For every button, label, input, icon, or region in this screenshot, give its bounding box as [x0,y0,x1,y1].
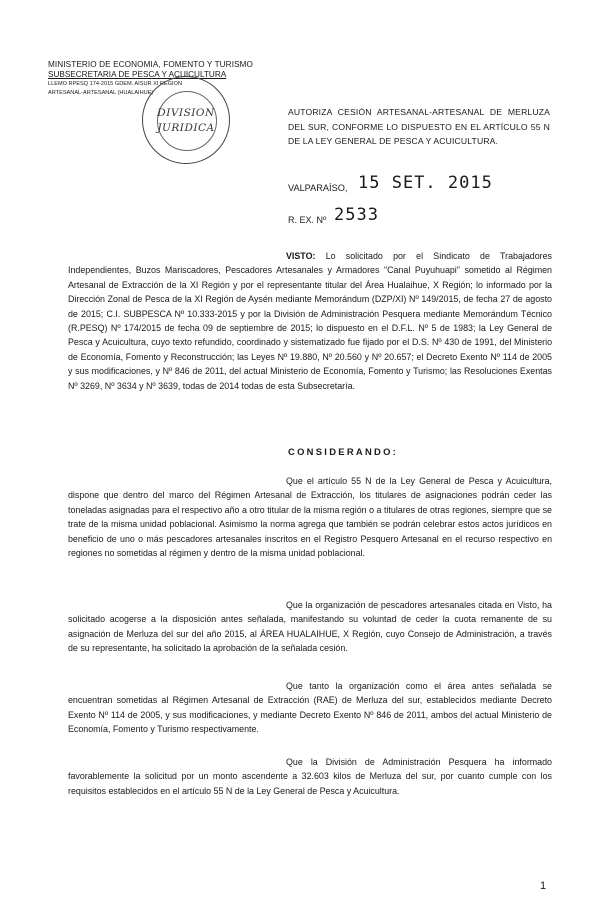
resolution-subject: AUTORIZA CESIÓN ARTESANAL-ARTESANAL DE MERLUZA DEL SUR, CONFORME LO DISPUESTO EN EL ARTÍCULO 55 N DE LA LEY GENERAL DE PESCA Y ACUICULTURA. [288,107,550,146]
considerando-paragraph-1: Que el artículo 55 N de la Ley General de Pesca y Acuicultura, dispone que dentro del marco del Régimen Artesanal de Extracción, los titulares de asignaciones podrán ceder las toneladas asignadas para el respectivo año a otro titular de la misma región o a titulares de otras regiones, siempre que se trate de la misma unidad poblacional. Asimismo la norma agrega que también se podrán celebrar estos actos jurídicos en beneficio de uno o más pescadores artesanales inscritos en el Registro Pesquero Artesanal en el recurso respectivo en regiones no sometidas al régimen y dentro de la misma unidad poblacional. [68,476,552,559]
reference-line-2: ARTESANAL-ARTESANAL (HUALAIHUE) [48,90,154,96]
considerando-paragraph-4: Que la División de Administración Pesquera ha informado favorablemente la solicitud por un monto ascendente a 32.603 kilos de Merluza del sur, por cuanto cumple con los requisitos establecidos en el artículo 55 N de la Ley General de Pesca y Acuicultura. [68,757,552,796]
visto-text: Lo solicitado por el Sindicato de Trabajadores Independientes, Buzos Mariscadores, Pescadores Artesanales y Armadores "Canal Puyuhuapi" sometido al Régimen Artesanal de Extracción de la XI Región y por el representante titular del Área Hualaihue, X Región; lo informado por la Dirección Zonal de Pesca de la XI Región de Aysén mediante Memorándum (DZP/XI) Nº 149/2015, de fecha 27 de agosto de 2015; C.I. SUBPESCA Nº 10.333-2015 y por la División de Administración Pesquera mediante Memorándum Técnico (R.PESQ) Nº 174/2015 de fecha 09 de septiembre de 2015; lo dispuesto en el D.F.L. Nº 5 de 1983; la Ley General de Pesca y Acuicultura, cuyo texto refundido, coordinado y sistematizado fue fijado por el D.S. Nº 430 de 1991, del Ministerio de Economía, Fomento y Reconstrucción; las Leyes Nº 19.880, Nº 20.560 y Nº 20.657; el Decreto Exento Nº 114 de 2005 y sus modificaciones, y Nº 846 de 2011, del actual Ministerio de Economía, Fomento y Turismo; las Resoluciones Exentas Nº 3269, Nº 3634 y Nº 3639, todas de 2014 todas de esta Subsecretaría. [68,251,552,391]
resolution-number: 2533 [334,205,379,225]
ministry-name: MINISTERIO DE ECONOMIA, FOMENTO Y TURISMO [48,60,254,69]
stamp-line-1: DIVISION [157,107,215,119]
resolution-number-label: R. EX. Nº [288,215,327,225]
place: VALPARAÍSO, [288,183,348,193]
reference-line: LLEMO RPESQ 174-2015 GDEM. AISUR XI REGION [48,81,182,87]
visto-paragraph [68,249,552,393]
stamp-line-2: JURIDICA [157,122,215,134]
page-number: 1 [540,880,547,892]
considerando-heading: CONSIDERANDO: [288,446,399,457]
visto-label: VISTO: [286,251,316,261]
resolution-date: 15 SET. 2015 [358,173,493,193]
considerando-paragraph-2: Que la organización de pescadores artesanales citada en Visto, ha solicitado acogerse a la disposición antes señalada, manifestando su voluntad de ceder la cuota remanente de su asignación de Merluza del sur del año 2015, al ÁREA HUALAIHUE, X Región, cuyo Consejo de Administración, a través de su representante, ha solicitado la aprobación de la señalada cesión. [68,600,552,654]
considerando-paragraph-3: Que tanto la organización como el área antes señalada se encuentran sometidas al Régimen Artesanal de Extracción (RAE) de Merluza del sur, establecidos mediante Decreto Exento Nº 114 de 2005, y sus modificaciones, y mediante Decreto Exento Nº 846 de 2011, ambos del actual Ministerio de Economía, Fomento y Turismo respectivamente. [68,681,552,735]
subsecretaria-name: SUBSECRETARIA DE PESCA Y ACUICULTURA [48,70,227,79]
division-juridica-stamp [142,76,230,164]
stamp-inner-ring [157,91,217,151]
